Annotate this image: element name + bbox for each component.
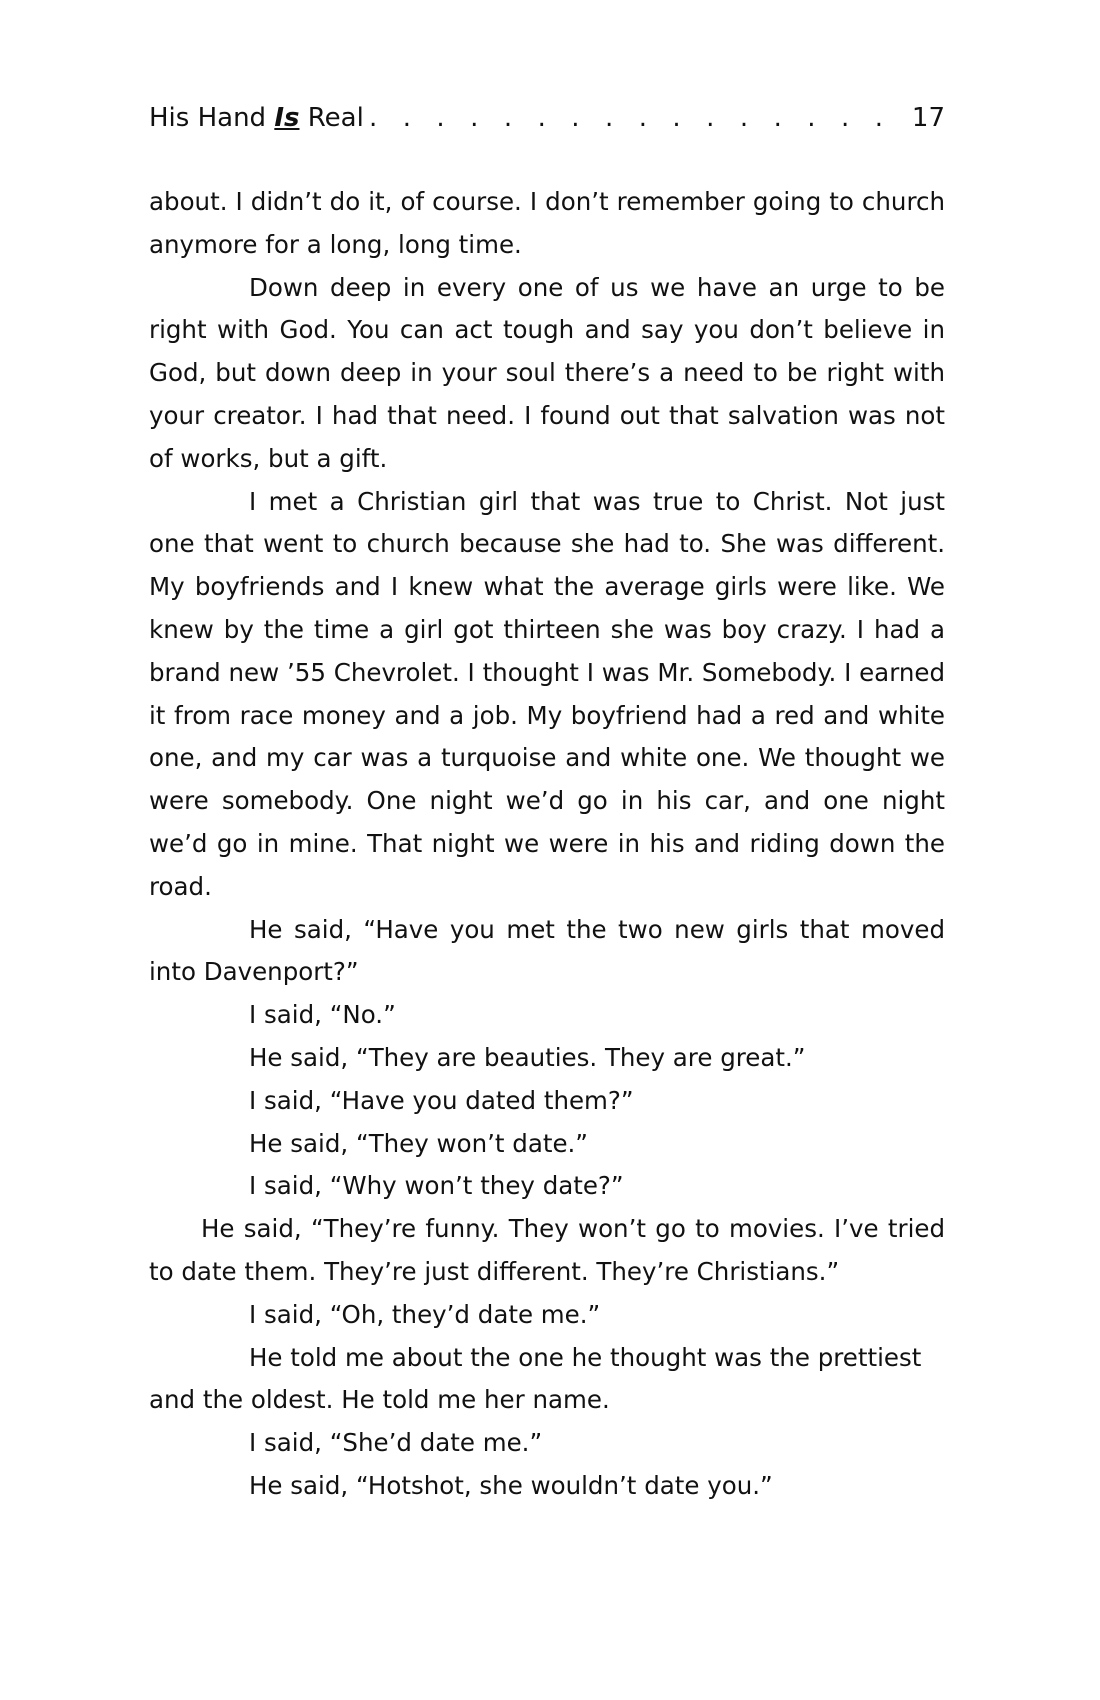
paragraph: He said, “They are beauties. They are great.” [249,1042,806,1072]
paragraph: I said, “No.” [249,1000,396,1030]
paragraph: He said, “Hotshot, she wouldn’t date you.” [249,1470,773,1500]
running-title-emphasis: Is [274,103,300,133]
paragraph: He said, “They won’t date.” [249,1128,589,1158]
paragraph: I said, “Why won’t they date?” [249,1171,624,1201]
paragraph: He told me about the one he thought was the prettiest and the oldest. He told me her name. [149,1342,922,1415]
paragraph: I said, “She’d date me.” [249,1428,543,1458]
paragraph: Down deep in every one of us we have an urge to be right with God. You can act tough and say you don’t believe in God, but down deep in your soul there’s a need to be right with your creator. I had that need. I found out that salvation was not of works, but a gift. [149,272,945,473]
page-body [149,181,945,1508]
running-header [149,96,945,144]
paragraph: He said, “They’re funny. They won’t go to movies. I’ve tried to date them. They’re just different. They’re Christians.” [149,1214,945,1286]
paragraph: about. I didn’t do it, of course. I don’t remember going to church anymore for a long, long time. [149,187,945,259]
running-title-end: Real [299,103,364,133]
running-title [149,96,364,140]
page-number: 17 [911,103,945,133]
paragraph: I met a Christian girl that was true to Christ. Not just one that went to church because she had to. She was different. My boyfriends and I knew what the average girls were like. We knew by the time a girl got thirteen she was boy crazy. I had a brand new ’55 Chevrolet. I thought I was Mr. Somebody. I earned it from race money and a job. My boyfriend had a red and white one, and my car was a turquoise and white one. We thought we were somebody. One night we’d go in his car, and one night we’d go in mine. That night we were in his and riding down the road. [149,486,945,901]
paragraph: I said, “Oh, they’d date me.” [249,1299,601,1329]
running-title-start: His Hand [149,103,275,133]
paragraph: He said, “Have you met the two new girls that moved into Davenport?” [149,914,945,987]
paragraph: I said, “Have you dated them?” [249,1085,634,1115]
dot-leaders: . . . . . . . . . . . . . . . . [369,103,883,133]
